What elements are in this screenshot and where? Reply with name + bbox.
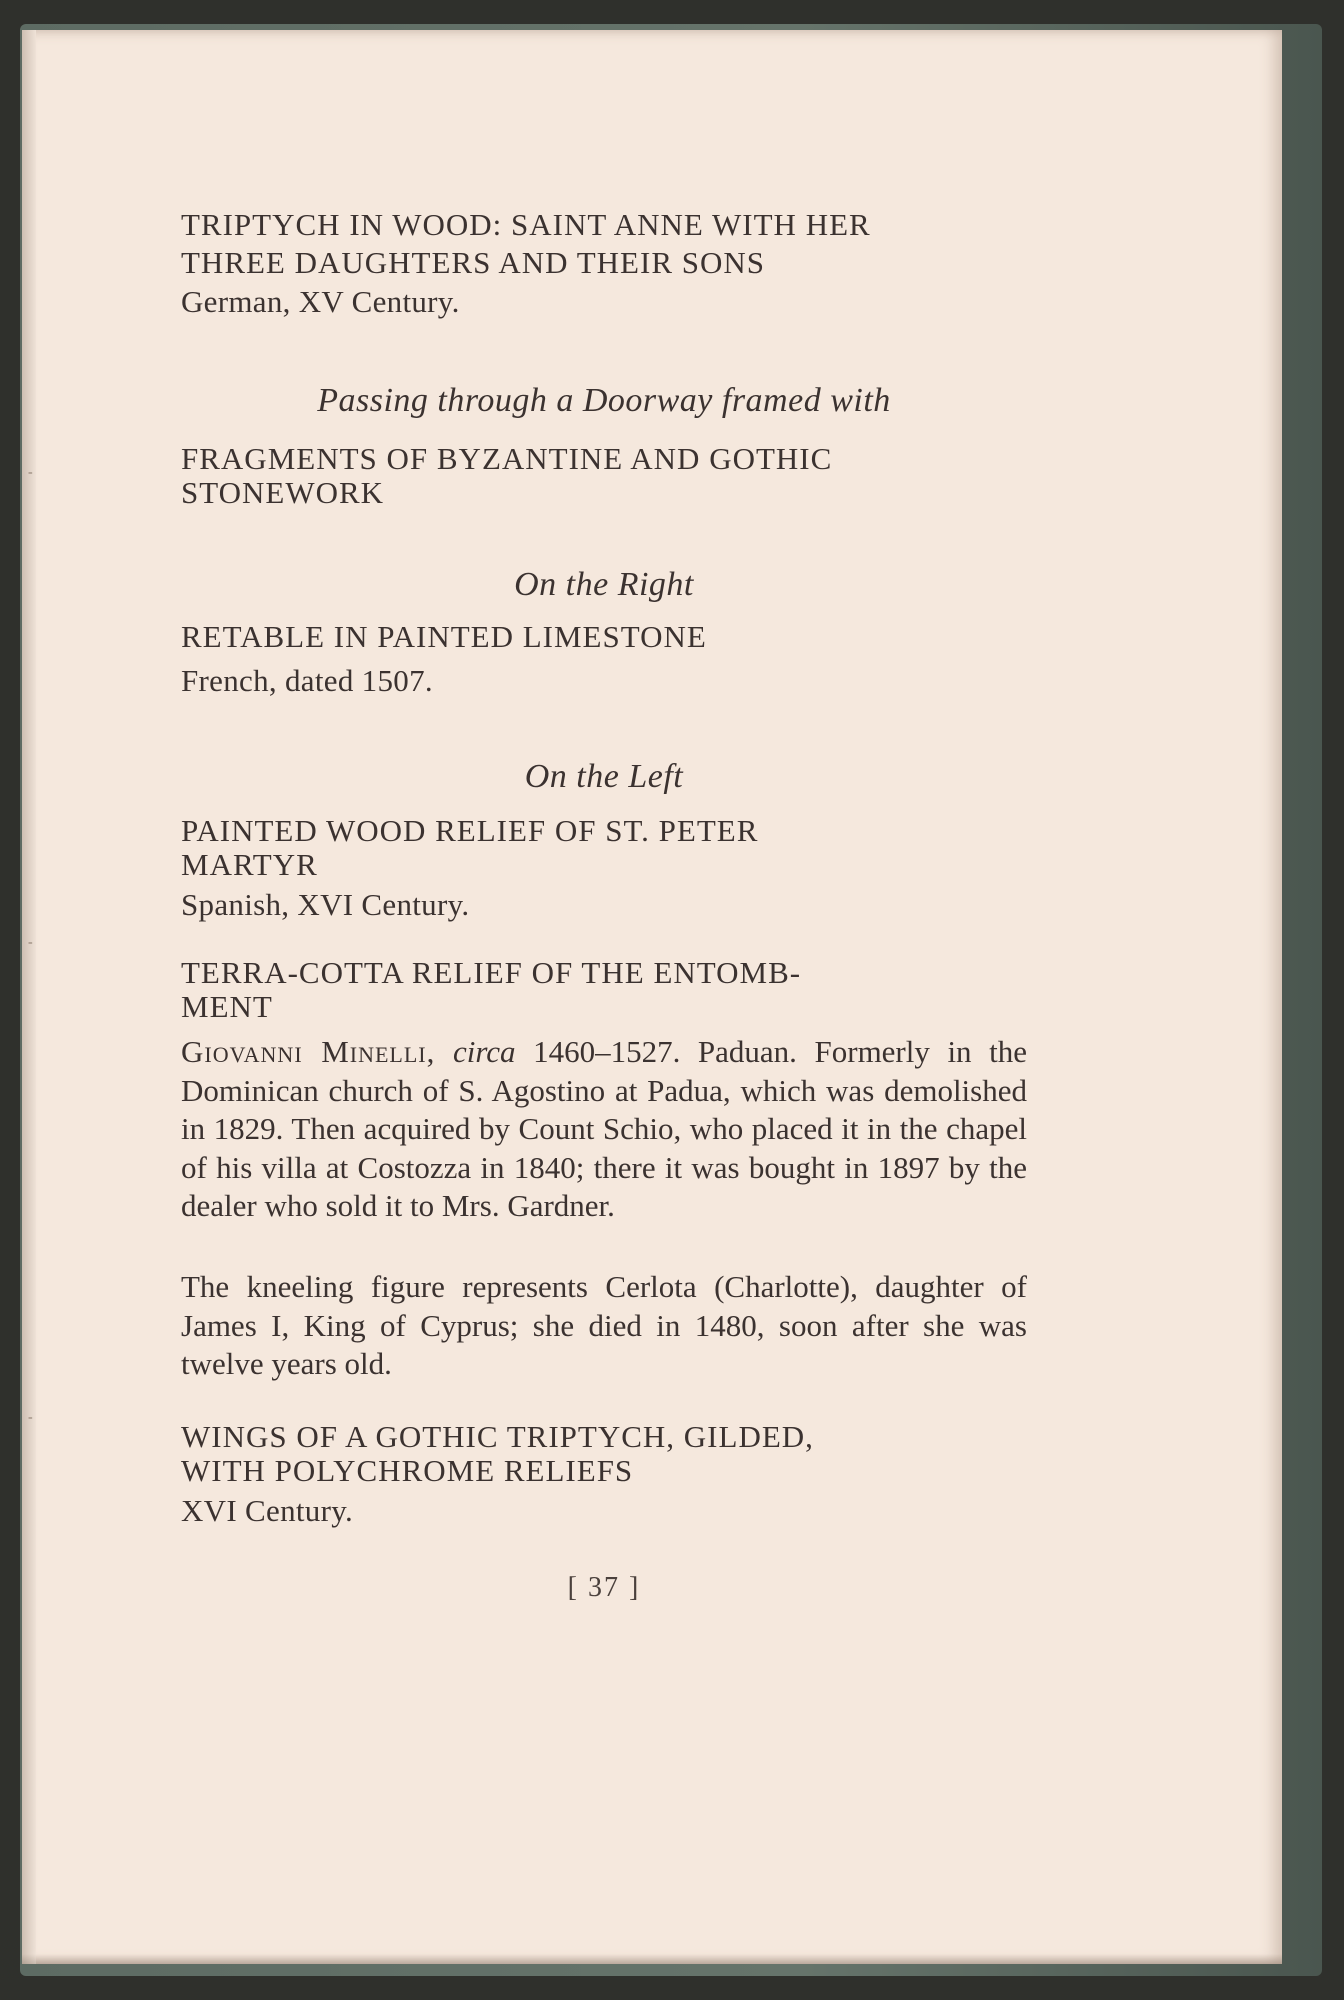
section-heading: On the Left	[524, 758, 684, 795]
page-gutter	[22, 30, 36, 1964]
entry-title-line: PAINTED WOOD RELIEF OF ST. PETER	[181, 813, 759, 848]
artist-name: Giovanni Minelli,	[181, 1034, 436, 1069]
entry-title-line: RETABLE IN PAINTED LIMESTONE	[181, 619, 707, 654]
entry-title-line: TERRA-COTTA RELIEF OF THE ENTOMB-	[181, 955, 802, 990]
entry-title-line: FRAGMENTS OF BYZANTINE AND GOTHIC	[181, 441, 833, 476]
description-text: 1460–1527. Paduan. Formerly in the Dominican church of S. Agostino at Padua, which was demolished in 1829. Then acquired by Count Schio, who placed it in the chapel of his villa at Costozza in 1840; there it was bought in 1897 by the dealer who sold it to Mrs. Gardner.	[181, 1034, 1028, 1223]
entry-title-line: STONEWORK	[181, 475, 385, 510]
page-shadow	[22, 1954, 1282, 1964]
binding-stitch-mark: -	[28, 935, 33, 950]
entry-origin: Spanish, XVI Century.	[181, 887, 470, 922]
circa-label: circa	[452, 1034, 516, 1069]
entry-title-line: WINGS OF A GOTHIC TRIPTYCH, GILDED,	[181, 1419, 814, 1454]
binding-stitch-mark: -	[28, 465, 33, 480]
page-number: [ 37 ]	[567, 1572, 641, 1603]
section-heading: Passing through a Doorway framed with	[317, 382, 891, 419]
entry-description	[181, 1033, 1027, 1226]
entry-origin: German, XV Century.	[181, 284, 460, 319]
entry-title-line: THREE DAUGHTERS AND THEIR SONS	[181, 245, 766, 280]
entry-title-line: WITH POLYCHROME RELIEFS	[181, 1453, 634, 1488]
entry-title-line: MENT	[181, 989, 273, 1024]
entry-origin: XVI Century.	[181, 1493, 354, 1528]
entry-origin: French, dated 1507.	[181, 663, 433, 698]
entry-note: The kneeling figure represents Cerlota (Charlotte), daughter of James I, King of Cyprus; she died in 1480, soon after she was twelve years old.	[181, 1269, 1027, 1381]
binding-stitch-mark: -	[28, 1410, 33, 1425]
section-heading: On the Right	[514, 566, 694, 603]
entry-title-line: MARTYR	[181, 847, 318, 882]
entry-title-line: TRIPTYCH IN WOOD: SAINT ANNE WITH HER	[181, 207, 871, 242]
